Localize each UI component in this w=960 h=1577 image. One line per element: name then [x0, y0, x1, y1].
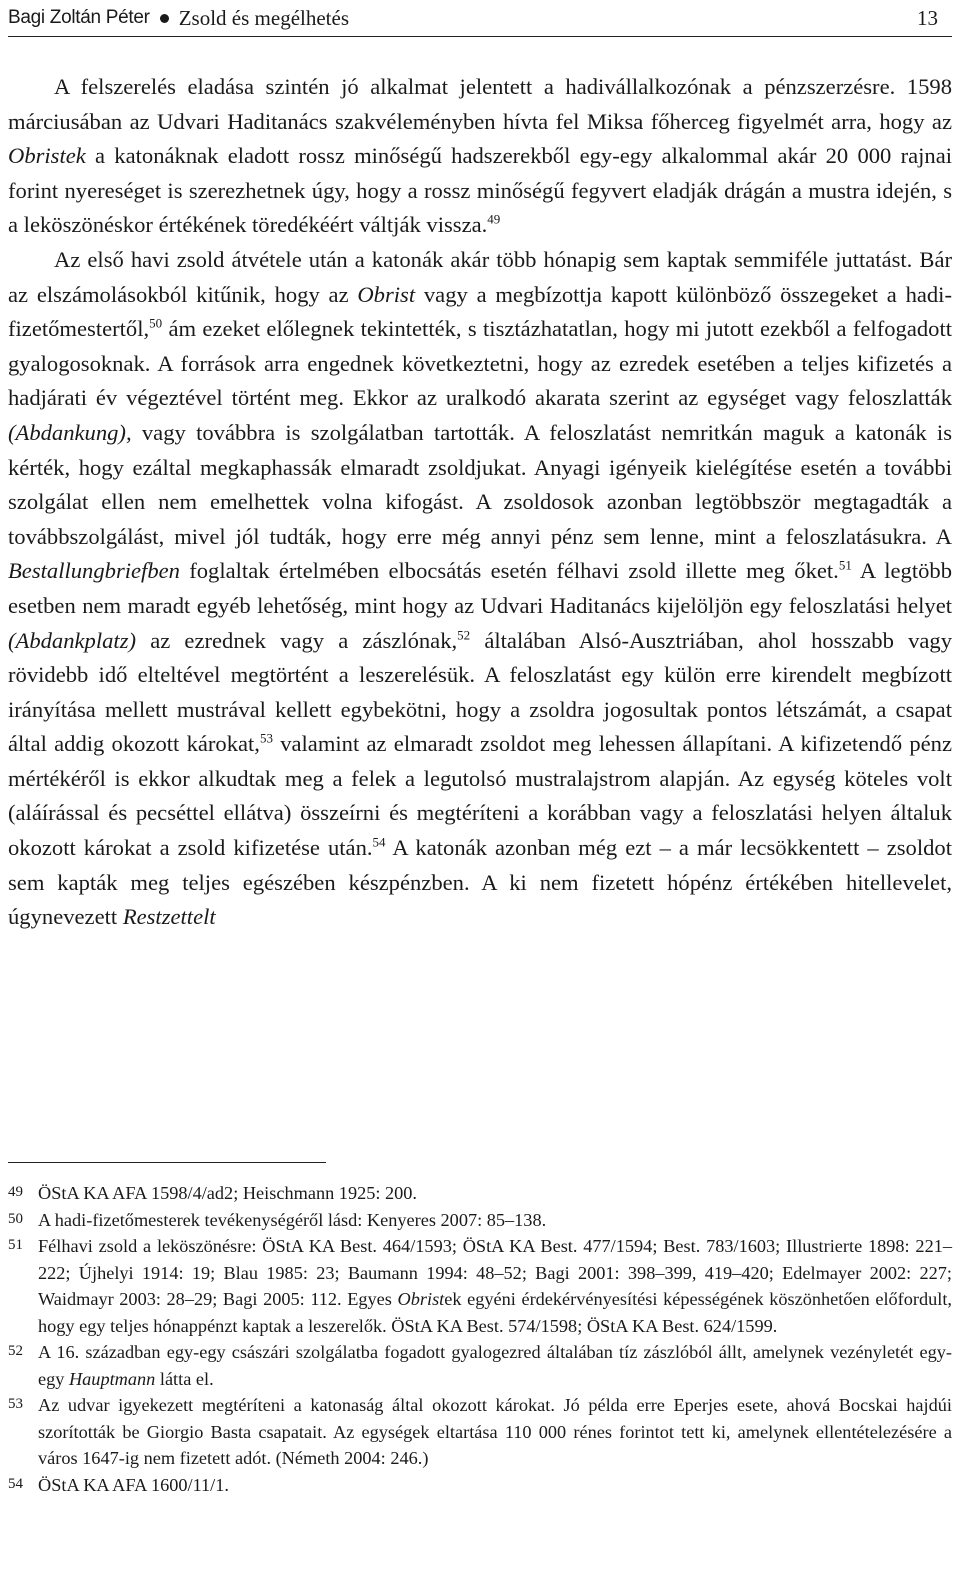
- italic-term: Obrist: [357, 281, 416, 307]
- italic-term: Obristek: [8, 143, 86, 169]
- footnote-text: Az udvar igyekezett megtéríteni a katonaság által okozott károkat. Jó példa erre Eperjes esete, ahová Bocskai hajdúi szorították be Giorgio Basta csapatait. Az egységek eltartása 110 000 rénes forintot tett ki, amelynek ellentételezésére a város 1647-ig nem fizetett adót. (Németh 2004: 246.): [38, 1395, 952, 1468]
- footnote-number: 52: [8, 1343, 23, 1359]
- footnote-51: [8, 1233, 952, 1339]
- text-run: A felszerelés eladása szintén jó alkalmat jelentett a hadivállalkozónak a pénzszerzésre. 1598 márciusában az Udvari Haditanács szakvéleményben hívta fel Miksa főherceg figyelmét arra, hogy az: [8, 74, 952, 134]
- header-left: [8, 6, 349, 31]
- italic-term: Bestallungbriefben: [8, 558, 180, 584]
- bullet-icon: [160, 14, 169, 23]
- text-run: valamint az elmaradt zsoldot meg lehessen állapítani. A kifizetendő pénz mértékéről is ekkor alkudtak meg a felek a legutolsó mustralajstrom alapján. Az egység köteles volt (aláírással és pecséttel ellátva) összeírni és megtéríteni a korábban vagy a feloszlatási helyen általuk okozott károkat a zsold kifizetése után.: [8, 731, 952, 861]
- footnote-text: ÖStA KA AFA 1600/11/1.: [38, 1474, 229, 1495]
- text-run: vagy a megbízottja kapott különböző összegeket a hadi-fizetőmestertől,: [8, 281, 952, 342]
- footnote-text: [38, 1339, 952, 1392]
- footnote-ref-51[interactable]: 51: [838, 557, 852, 573]
- paragraph-1: [8, 70, 952, 243]
- footnote-ref-50[interactable]: 50: [149, 315, 163, 331]
- text-run: Az első havi zsold átvétele után a katonák akár több hónapig sem kaptak semmiféle juttatást. Bár az elszámolásokból kitűnik, hogy az: [8, 246, 952, 307]
- italic-term: Hauptmann: [68, 1368, 156, 1389]
- footnote-number: 49: [8, 1184, 23, 1200]
- footnote-number: 53: [8, 1396, 23, 1412]
- footnote-ref-52[interactable]: 52: [457, 626, 471, 642]
- footnote-49: [8, 1180, 952, 1207]
- footnote-ref-54[interactable]: 54: [372, 834, 386, 850]
- text-run: A legtöbb esetben nem maradt egyéb lehetőség, mint hogy az Udvari Haditanács kijelöljön egy feloszlatási helyet: [8, 558, 953, 618]
- header-author: Bagi Zoltán Péter: [8, 7, 150, 28]
- text-run: általában Alsó-Ausztriában, ahol hosszabb vagy rövidebb idő elteltével megtörtént a leszerelésük. A feloszlatást egy külön erre kirendelt megbízott irányítása mellett mustrával kellett egybekötni, hogy a zsoldra jogosultak pontos létszámát, a csapat által addig okozott károkat,: [8, 627, 952, 757]
- footnote-53: [8, 1392, 952, 1472]
- text-run: Félhavi zsold a leköszönésre: ÖStA KA Best. 464/1593; ÖStA KA Best. 477/1594; Best. 783/1603; Illustrierte 1898: 221–222; Újhelyi 1914: 19; Blau 1985: 23; Baumann 1994: 48–52; Bagi 2001: 398–399, 419–420; Edelmayer 2002: 227; Waidmayr 2003: 28–29; Bagi 2005: 112. Egyes: [38, 1236, 952, 1309]
- text-run: az ezrednek vagy a zászlónak,: [136, 627, 458, 653]
- footnote-text: A hadi-fizetőmesterek tevékenységéről lásd: Kenyeres 2007: 85–138.: [38, 1209, 547, 1230]
- text-run: a katonáknak eladott rossz minőségű hadszerekből egy-egy alkalommal akár 20 000 rajnai forint nyereséget is szerezhetnek úgy, hogy a rossz minőségű fegyvert eladják drágán a mustra idején, s a leköszönéskor értékének töredékéért váltják vissza.: [8, 143, 952, 238]
- text-run: foglaltak értelmében elbocsátás esetén félhavi zsold illette meg őket.: [179, 558, 839, 584]
- italic-term: Restzettelt: [122, 904, 216, 930]
- text-run: ám ezeket előlegnek tekintették, s tisztázhatatlan, hogy mi jutott ezekből a felfogadott gyalogosoknak. A források arra engednek következtetni, hogy az ezredek esetében a teljes kifizetés a hadjárati év végeztével történt meg. Ekkor az uralkodó akarata szerint az egységet vagy feloszlatták: [8, 316, 952, 411]
- footnote-ref-53[interactable]: 53: [259, 730, 273, 746]
- footnote-number: 51: [8, 1237, 23, 1253]
- header-title: Zsold és megélhetés: [178, 5, 350, 30]
- text-run: vagy továbbra is szolgálatban tartották. A feloszlatást nemritkán maguk a katonák is kérték, hogy ezáltal megkaphassák elmaradt zsoldjukat. Anyagi igényeik kielégítése esetén a további szolgálat ellen nem emelhettek volna kifogást. A zsoldosok azonban legtöbbször megtagadták a továbbszolgálást, mivel jól tudták, hogy erre még annyi pénz sem lenne, mint a feloszlatásukra. A: [8, 419, 952, 549]
- text-run: ek egyéni érdekérvényesítési képességének köszönhetően előfordult, hogy egy teljes hónappénzt kaptak a leszerelők. ÖStA KA Best. 574/1598; ÖStA KA Best. 624/1599.: [38, 1289, 952, 1336]
- footnote-text: [38, 1233, 952, 1339]
- footnote-50: [8, 1207, 952, 1234]
- running-header: [8, 0, 952, 37]
- body-text: [8, 70, 952, 935]
- footnote-text: ÖStA KA AFA 1598/4/ad2; Heischmann 1925: 200.: [38, 1183, 418, 1203]
- page-number: 13: [917, 5, 938, 30]
- footnote-ref-49[interactable]: 49: [487, 211, 501, 227]
- text-run: A 16. században egy-egy császári szolgálatba fogadott gyalogezred általában tíz zászlóból állt, amelynek vezényletét egy-egy: [38, 1342, 952, 1389]
- italic-term: Obrist: [397, 1289, 445, 1309]
- footnote-divider: [8, 1162, 326, 1163]
- text-run: A katonák azonban még ezt – a már lecsökkentett – zsoldot sem kapták meg teljes egészében készpénzben. A ki nem fizetett hópénz értékében hitellevelet, úgynevezett: [8, 835, 952, 930]
- footnote-number: 54: [8, 1475, 23, 1492]
- italic-term: (Abdankung),: [8, 419, 132, 445]
- footnote-number: 50: [8, 1210, 23, 1227]
- footnote-54: [8, 1472, 952, 1499]
- text-run: látta el.: [155, 1368, 214, 1389]
- footnote-52: [8, 1339, 952, 1392]
- footnotes: [8, 1180, 952, 1498]
- italic-term: (Abdankplatz): [8, 627, 137, 653]
- paragraph-2: [8, 243, 952, 935]
